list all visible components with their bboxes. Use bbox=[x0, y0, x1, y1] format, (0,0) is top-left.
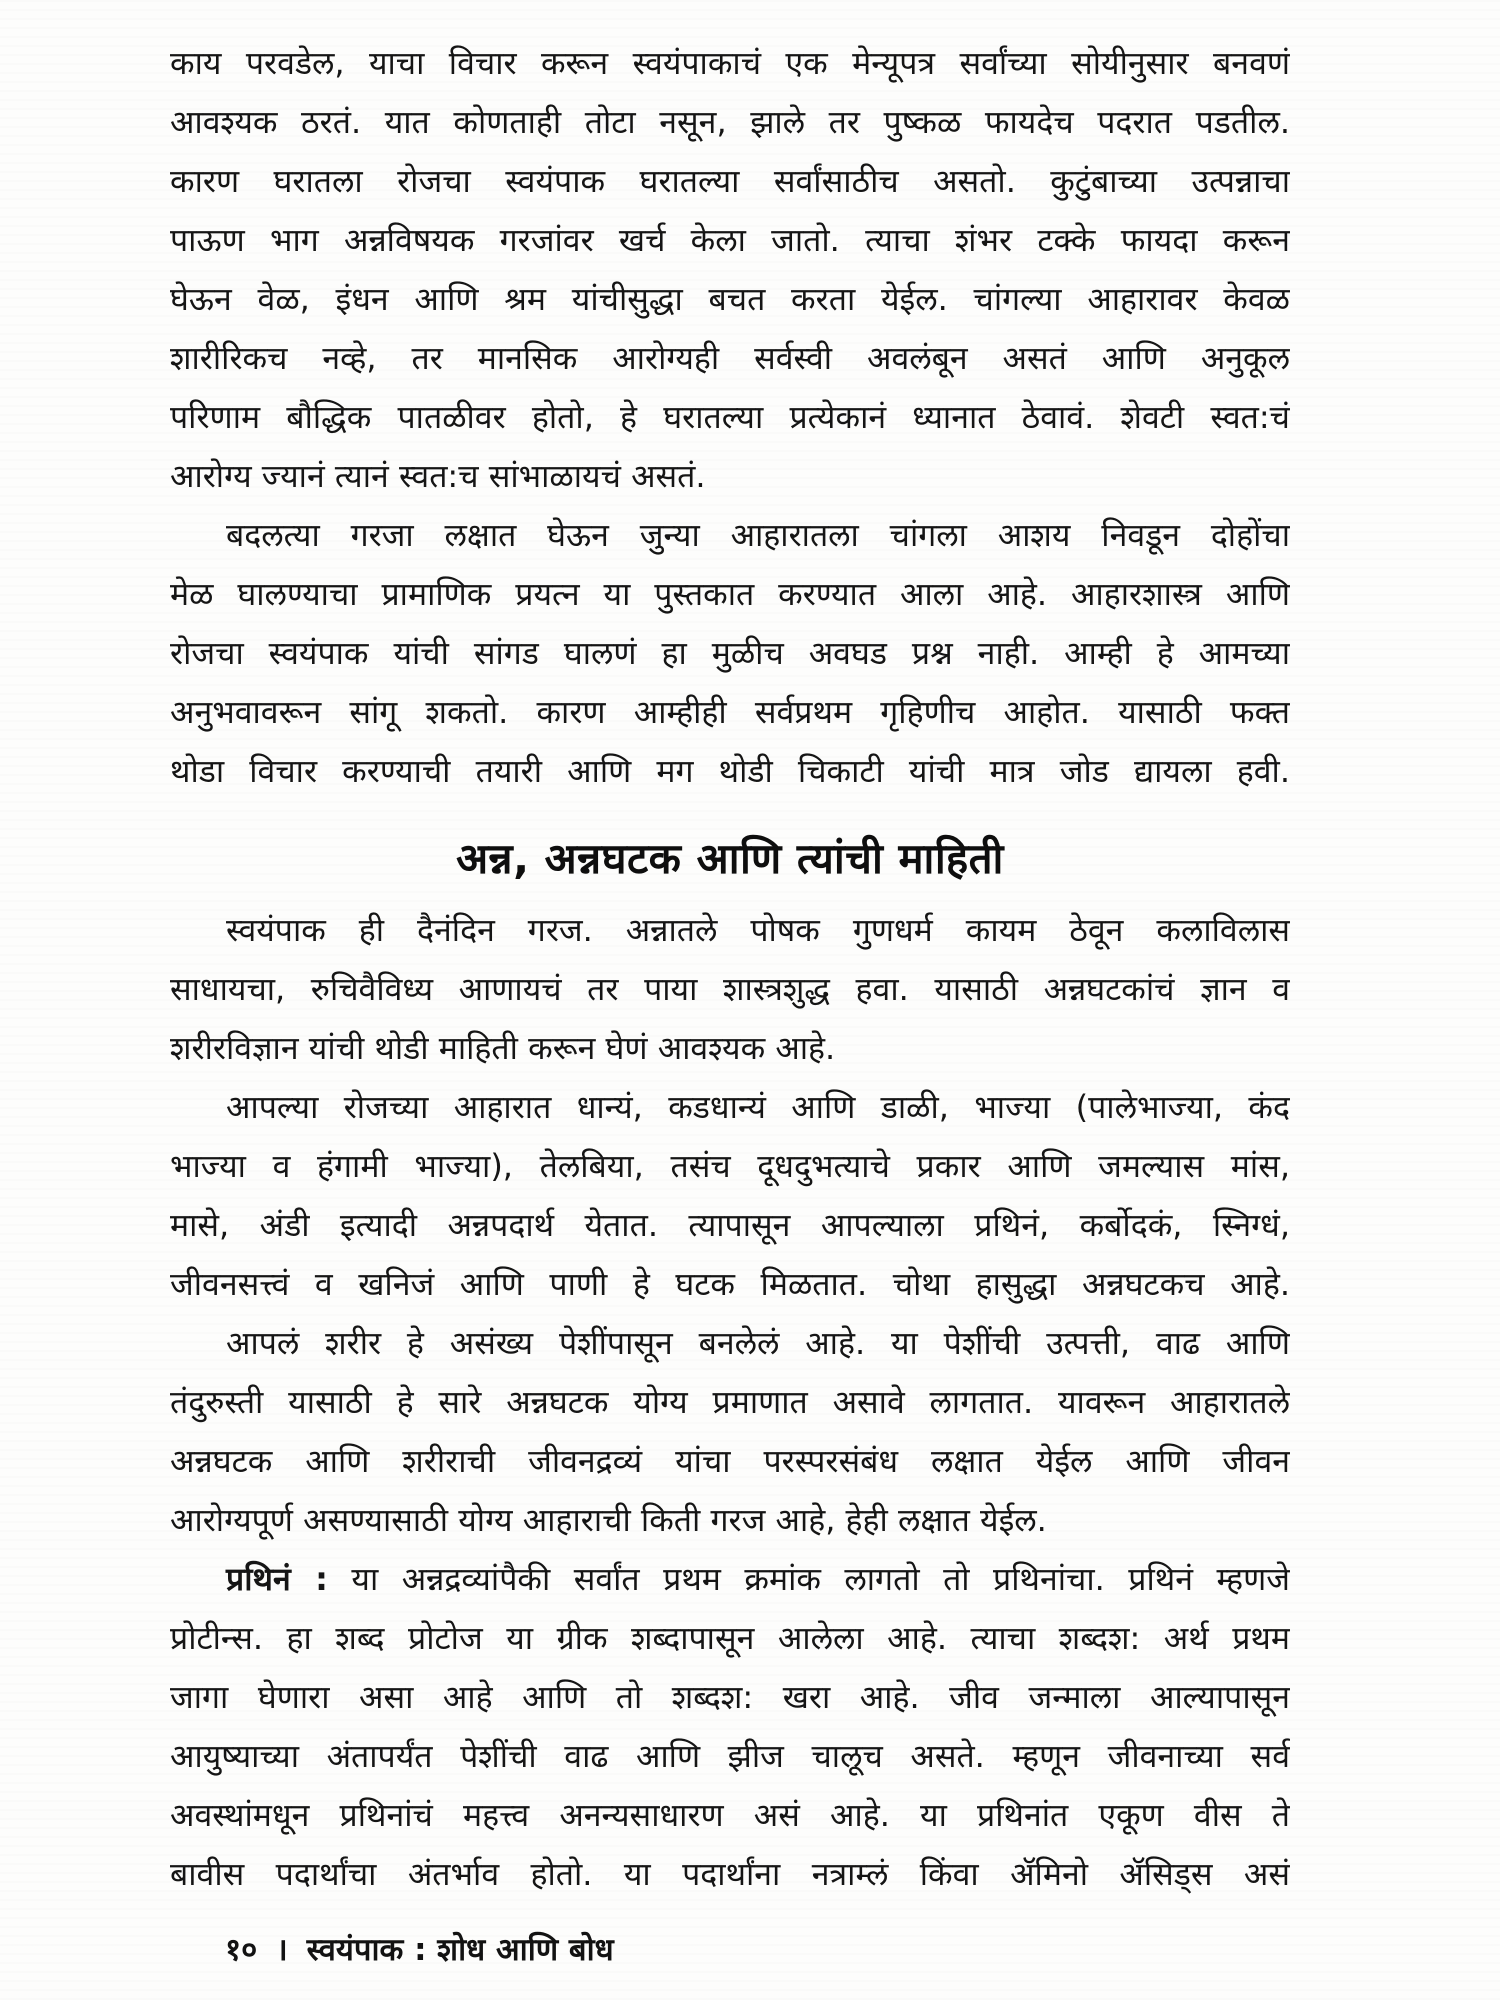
book-title: स्वयंपाक : शोध आणि बोध bbox=[306, 1932, 614, 1968]
body-line: मासे, अंडी इत्यादी अन्नपदार्थ येतात. त्यापासून आपल्याला प्रथिनं, कर्बोदकं, स्निग्धं, bbox=[170, 1206, 1290, 1244]
paragraph-body-cells bbox=[170, 1314, 1290, 1550]
section-heading: अन्न, अन्नघटक आणि त्यांची माहिती bbox=[456, 834, 1004, 883]
page-footer bbox=[225, 1928, 618, 1970]
paragraph-book-aim bbox=[170, 506, 1290, 801]
body-line: शारीरिकच नव्हे, तर मानसिक आरोग्यही सर्वस्वी अवलंबून असतं आणि अनुकूल bbox=[170, 339, 1290, 377]
body-line: रोजचा स्वयंपाक यांची सांगड घालणं हा मुळीच अवघड प्रश्न नाही. आम्ही हे आमच्या bbox=[170, 634, 1290, 672]
body-line: अनुभवावरून सांगू शकतो. कारण आम्हीही सर्वप्रथम गृहिणीच आहोत. यासाठी फक्त bbox=[170, 693, 1290, 731]
body-line: अन्नघटक आणि शरीराची जीवनद्रव्यं यांचा परस्परसंबंध लक्षात येईल आणि जीवन bbox=[170, 1442, 1290, 1480]
body-line: बदलत्या गरजा लक्षात घेऊन जुन्या आहारातला चांगला आशय निवडून दोहोंचा bbox=[226, 516, 1290, 554]
body-line: साधायचा, रुचिवैविध्य आणायचं तर पाया शास्त्रशुद्ध हवा. यासाठी अन्नघटकांचं ज्ञान व bbox=[170, 970, 1290, 1008]
body-line: आरोग्य ज्यानं त्यानं स्वत:च सांभाळायचं असतं. bbox=[170, 457, 706, 495]
body-line: परिणाम बौद्धिक पातळीवर होतो, हे घरातल्या प्रत्येकानं ध्यानात ठेवावं. शेवटी स्वत:चं bbox=[170, 398, 1290, 436]
body-line: आपलं शरीर हे असंख्य पेशींपासून बनलेलं आहे. या पेशींची उत्पत्ती, वाढ आणि bbox=[226, 1324, 1290, 1362]
paragraph-daily-need bbox=[170, 901, 1290, 1078]
body-line: आयुष्याच्या अंतापर्यंत पेशींची वाढ आणि झीज चालूच असते. म्हणून जीवनाच्या सर्व bbox=[170, 1737, 1290, 1775]
paragraph-proteins bbox=[170, 1550, 1290, 1904]
page-number: १० bbox=[225, 1932, 258, 1968]
body-line: कारण घरातला रोजचा स्वयंपाक घरातल्या सर्वांसाठीच असतो. कुटुंबाच्या उत्पन्नाचा bbox=[170, 162, 1290, 200]
paragraph-intro-continuation bbox=[170, 34, 1290, 506]
body-line: आवश्यक ठरतं. यात कोणताही तोटा नसून, झाले तर पुष्कळ फायदेच पदरात पडतील. bbox=[170, 103, 1290, 141]
body-line: भाज्या व हंगामी भाज्या), तेलबिया, तसंच दूधदुभत्याचे प्रकार आणि जमल्यास मांस, bbox=[170, 1147, 1290, 1185]
body-line-text: या अन्नद्रव्यांपैकी सर्वांत प्रथम क्रमांक लागतो तो प्रथिनांचा. प्रथिनं म्हणजे bbox=[351, 1560, 1290, 1598]
protein-term-bold: प्रथिनं : bbox=[226, 1560, 328, 1598]
body-line: प्रोटीन्स. हा शब्द प्रोटोज या ग्रीक शब्दापासून आलेला आहे. त्याचा शब्दश: अर्थ प्रथम bbox=[170, 1619, 1290, 1657]
body-line: काय परवडेल, याचा विचार करून स्वयंपाकाचं एक मेन्यूपत्र सर्वांच्या सोयीनुसार बनवणं bbox=[170, 44, 1290, 82]
body-line: पाऊण भाग अन्नविषयक गरजांवर खर्च केला जातो. त्याचा शंभर टक्के फायदा करून bbox=[170, 221, 1290, 259]
body-line: तंदुरुस्ती यासाठी हे सारे अन्नघटक योग्य प्रमाणात असावे लागतात. यावरून आहारातले bbox=[170, 1383, 1290, 1421]
body-line: घेऊन वेळ, इंधन आणि श्रम यांचीसुद्धा बचत करता येईल. चांगल्या आहारावर केवळ bbox=[170, 280, 1290, 318]
body-line: आपल्या रोजच्या आहारात धान्यं, कडधान्यं आणि डाळी, भाज्या (पालेभाज्या, कंद bbox=[226, 1088, 1290, 1126]
text-column bbox=[170, 34, 1290, 1904]
body-line: जीवनसत्त्वं व खनिजं आणि पाणी हे घटक मिळतात. चोथा हासुद्धा अन्नघटकच आहे. bbox=[170, 1265, 1290, 1303]
body-line: स्वयंपाक ही दैनंदिन गरज. अन्नातले पोषक गुणधर्म कायम ठेवून कलाविलास bbox=[226, 911, 1290, 949]
body-line: जागा घेणारा असा आहे आणि तो शब्दश: खरा आहे. जीव जन्माला आल्यापासून bbox=[170, 1678, 1290, 1716]
body-line: आरोग्यपूर्ण असण्यासाठी योग्य आहाराची किती गरज आहे, हेही लक्षात येईल. bbox=[170, 1501, 1047, 1539]
body-line: अवस्थांमधून प्रथिनांचं महत्त्व अनन्यसाधारण असं आहे. या प्रथिनांत एकूण वीस ते bbox=[170, 1796, 1290, 1834]
body-line bbox=[170, 1550, 1290, 1609]
body-line: बावीस पदार्थांचा अंतर्भाव होतो. या पदार्थांना नत्राम्लं किंवा ॲमिनो ॲसिड्स असं bbox=[170, 1855, 1290, 1893]
body-line: थोडा विचार करण्याची तयारी आणि मग थोडी चिकाटी यांची मात्र जोड द्यायला हवी. bbox=[170, 752, 1290, 790]
body-line: शरीरविज्ञान यांची थोडी माहिती करून घेणं आवश्यक आहे. bbox=[170, 1029, 836, 1067]
body-line: मेळ घालण्याचा प्रामाणिक प्रयत्न या पुस्तकात करण्यात आला आहे. आहारशास्त्र आणि bbox=[170, 575, 1290, 613]
footer-separator: । bbox=[276, 1932, 288, 1968]
paragraph-food-items bbox=[170, 1078, 1290, 1314]
